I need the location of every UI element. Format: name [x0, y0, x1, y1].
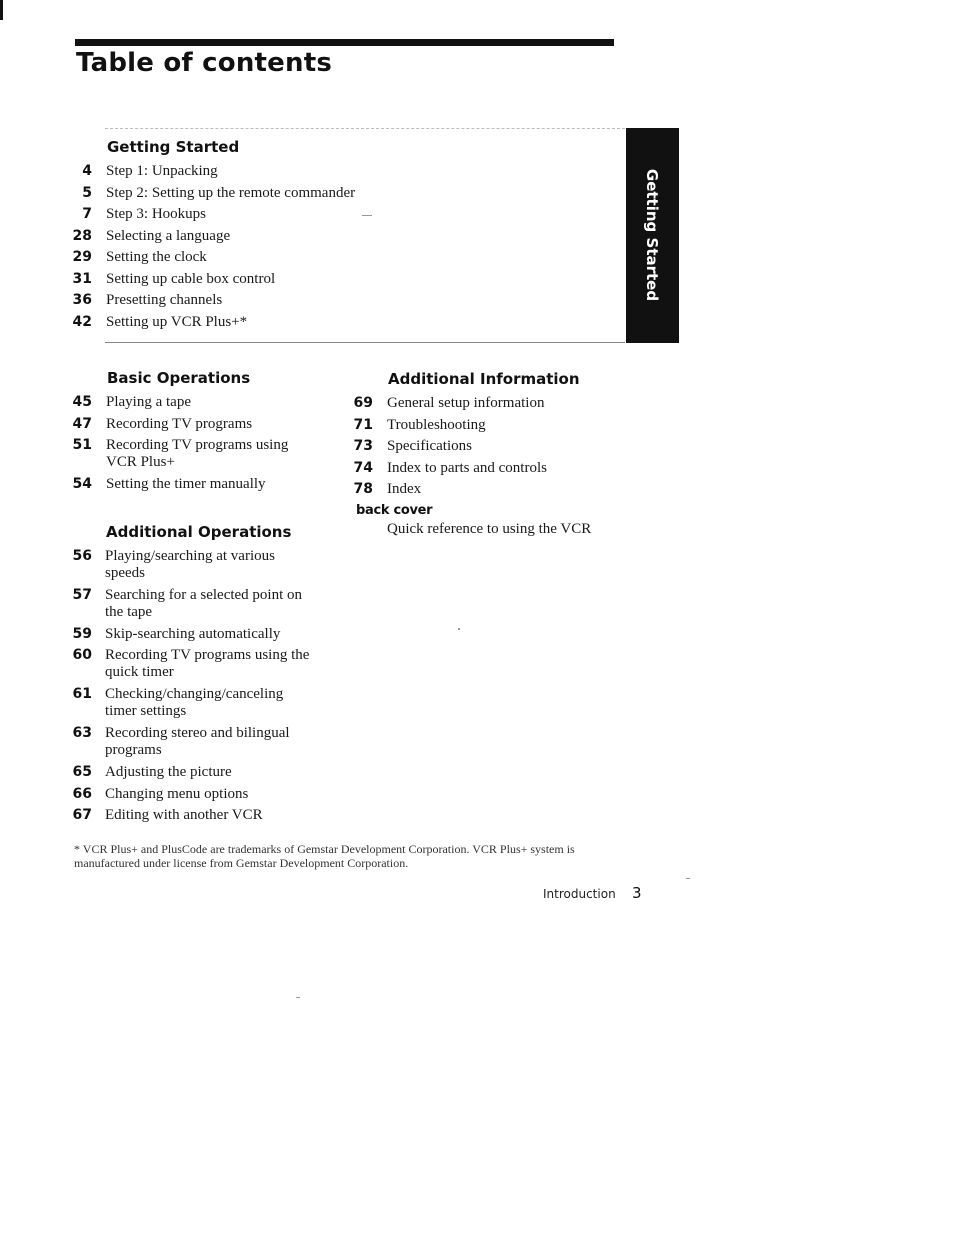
section-bottom-rule — [105, 342, 625, 343]
entry-title: Recording stereo and bilingual programs — [105, 725, 290, 758]
page-number: 67 — [72, 807, 92, 823]
page-number: 63 — [72, 725, 92, 741]
page-number: 42 — [72, 314, 92, 330]
scan-speck — [296, 997, 300, 998]
footer-section-label: Introduction — [543, 887, 616, 901]
entry-title: Adjusting the picture — [105, 764, 232, 780]
entry-title: Specifications — [387, 438, 472, 454]
entry-title: Changing menu options — [105, 786, 249, 802]
page-number: 4 — [82, 163, 92, 179]
page-number: 54 — [72, 476, 92, 492]
page-number: 74 — [353, 460, 373, 476]
entry-title: Skip-searching automatically — [105, 626, 281, 642]
side-tab-label: Getting Started — [643, 168, 661, 302]
entry-title: Setting up VCR Plus+* — [106, 314, 248, 330]
scan-speck — [686, 878, 690, 879]
page-number: 59 — [72, 626, 92, 642]
entry-title: Troubleshooting — [387, 417, 486, 433]
page-number: 29 — [72, 249, 92, 265]
page-number: 56 — [72, 548, 92, 564]
page-number: 78 — [353, 481, 373, 497]
page-number: 28 — [72, 228, 92, 244]
trademark-footnote: * VCR Plus+ and PlusCode are trademarks of Gemstar Development Corporation. VCR Plus+ system is manufactured under license from Gemstar Development Corporation. — [74, 842, 575, 870]
page-number: 71 — [353, 417, 373, 433]
heading-additional-operations: Additional Operations — [106, 523, 292, 541]
entry-title: Setting up cable box control — [106, 271, 276, 287]
page-number: 47 — [72, 416, 92, 432]
back-cover-entry[interactable]: Quick reference to using the VCR — [387, 521, 592, 537]
scan-speck — [362, 215, 372, 216]
entry-title: Playing/searching at various speeds — [105, 548, 275, 581]
edge-mark — [0, 0, 3, 20]
page-number: 31 — [72, 271, 92, 287]
entry-title: Selecting a language — [106, 228, 231, 244]
page-number: 5 — [82, 185, 92, 201]
entry-title: Setting the timer manually — [106, 476, 266, 492]
entry-title: Step 1: Unpacking — [106, 163, 218, 179]
entry-title: Playing a tape — [106, 394, 191, 410]
page-number: 51 — [72, 437, 92, 453]
footer-page-number: 3 — [632, 884, 642, 902]
heading-getting-started: Getting Started — [107, 138, 240, 156]
section-top-rule — [105, 128, 625, 129]
scan-speck — [458, 628, 460, 630]
page-title: Table of contents — [76, 48, 333, 78]
entry-title: Recording TV programs using VCR Plus+ — [106, 437, 289, 470]
entry-title: Checking/changing/canceling timer settings — [105, 686, 284, 719]
entry-title: General setup information — [387, 395, 545, 411]
entry-title: Editing with another VCR — [105, 807, 263, 823]
page-number: 36 — [72, 292, 92, 308]
entry-title: Setting the clock — [106, 249, 207, 265]
back-cover-label: back cover — [356, 503, 433, 518]
entry-title: Step 3: Hookups — [106, 206, 207, 222]
entry-title: Recording TV programs using the quick timer — [105, 647, 310, 680]
entry-title: Index to parts and controls — [387, 460, 547, 476]
entry-title: Recording TV programs — [106, 416, 253, 432]
page-number: 61 — [72, 686, 92, 702]
page-number: 65 — [72, 764, 92, 780]
side-tab[interactable] — [626, 128, 679, 343]
page-number: 60 — [72, 647, 92, 663]
entry-title: Searching for a selected point on the tape — [105, 587, 303, 620]
entry-title: Presetting channels — [106, 292, 223, 308]
page-number: 7 — [82, 206, 92, 222]
page-number: 66 — [72, 786, 92, 802]
page-number: 57 — [72, 587, 92, 603]
page-number: 69 — [353, 395, 373, 411]
heading-additional-information: Additional Information — [388, 370, 580, 388]
page-number: 73 — [353, 438, 373, 454]
entry-title: Step 2: Setting up the remote commander — [106, 185, 356, 201]
page-number: 45 — [72, 394, 92, 410]
entry-title: Index — [387, 481, 422, 497]
heading-basic-operations: Basic Operations — [107, 369, 251, 387]
title-rule — [75, 39, 614, 46]
